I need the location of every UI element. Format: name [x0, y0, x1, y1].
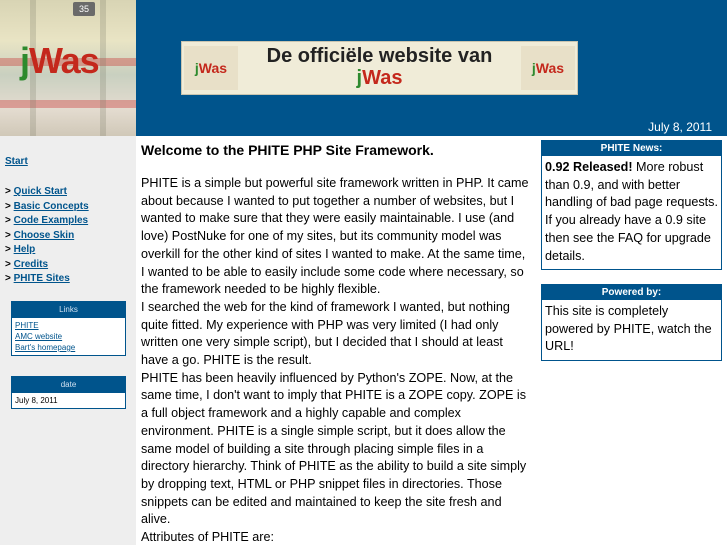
- nav-item-code-examples: [5, 214, 89, 229]
- logo-text: jWas: [20, 40, 99, 81]
- date-box-title: date: [12, 377, 125, 393]
- link-barts-homepage[interactable]: Bart's homepage: [15, 343, 76, 352]
- nav-item-basic-concepts: [5, 200, 89, 215]
- nav-link-quick-start[interactable]: Quick Start: [13, 186, 67, 197]
- banner-mini-logo-left: jWas: [184, 46, 238, 90]
- nav-item-help: [5, 243, 89, 258]
- news-box-body: [542, 156, 721, 269]
- news-headline: 0.92 Released!: [545, 160, 633, 174]
- main-content: [141, 142, 531, 545]
- header-banner: [181, 41, 578, 95]
- links-box-title: Links: [12, 302, 125, 318]
- banner-mini-logo-right: jWas: [521, 46, 575, 90]
- nav-link-help[interactable]: Help: [13, 244, 36, 255]
- banner-title: De officiële website van: [266, 45, 493, 67]
- logo-badge: 35: [73, 2, 95, 16]
- link-phite[interactable]: PHITE: [15, 321, 39, 330]
- powered-box-body: This site is completely powered by PHITE, watch the URL!: [545, 304, 712, 354]
- nav-item-credits: [5, 258, 89, 273]
- logo-photo-post: [100, 0, 106, 136]
- nav-arrow: >: [5, 186, 11, 197]
- nav-link-basic-concepts[interactable]: Basic Concepts: [13, 200, 89, 212]
- powered-box: [541, 284, 722, 361]
- nav-link-credits[interactable]: Credits: [13, 258, 49, 270]
- left-sidebar: [0, 136, 136, 545]
- nav-start-link[interactable]: Start: [5, 156, 28, 167]
- attributes-paragraph: Attributes of PHITE are:: [141, 530, 274, 545]
- search-paragraph: I searched the web for the kind of framework I wanted, but nothing quite fitted. My experience with PHP was very limited (I had only written one very simple script), but I decided that I should at least have a go. PHITE is the result.: [141, 299, 510, 368]
- nav-list: [5, 185, 89, 287]
- date-box-value: July 8, 2011: [15, 396, 58, 405]
- nav-arrow: >: [5, 229, 11, 241]
- nav-item-choose-skin: [5, 229, 89, 244]
- nav-arrow: >: [5, 215, 11, 226]
- nav-arrow: >: [5, 244, 11, 255]
- nav-arrow: >: [5, 200, 11, 212]
- link-amc-website[interactable]: AMC website: [15, 332, 63, 341]
- logo-photo-stripe: [0, 100, 136, 108]
- links-box-body: [12, 318, 125, 355]
- nav-link-code-examples[interactable]: Code Examples: [13, 215, 89, 226]
- date-box: [11, 376, 126, 409]
- banner-subtitle: jWas: [356, 67, 403, 89]
- header-date: July 8, 2011: [648, 120, 712, 134]
- page-title: Welcome to the PHITE PHP Site Framework.: [141, 142, 434, 158]
- news-text: More robust than 0.9, and with better handling of bad page requests. If you already have a 0.9 site then see the FAQ for upgrade details.: [545, 160, 718, 263]
- nav-link-choose-skin[interactable]: Choose Skin: [13, 229, 75, 241]
- nav-item-phite-sites: [5, 272, 89, 287]
- intro-paragraph: PHITE is a simple but powerful site framework written in PHP. It came about because I wanted to put together a number of websites, but I wanted to make sure that they were easily maintainable. I use (and love) PostNuke for one of my sites, but its community model was overkill for the other kind of sites I wanted to make. At the same time, I wanted to be able to easily include some code where necessary, so the framework needed to be highly flexible.: [141, 176, 529, 297]
- news-box-title: PHITE News:: [542, 141, 721, 156]
- nav-link-phite-sites[interactable]: PHITE Sites: [13, 273, 70, 284]
- nav-arrow: >: [5, 258, 11, 270]
- site-logo[interactable]: [0, 0, 136, 136]
- news-box: [541, 140, 722, 270]
- links-box: [11, 301, 126, 356]
- nav-arrow: >: [5, 273, 11, 284]
- nav-item-quick-start: [5, 185, 89, 200]
- powered-box-title: Powered by:: [542, 285, 721, 300]
- zope-paragraph: PHITE has been heavily influenced by Python's ZOPE. Now, at the same time, I don't want to imply that PHITE is a ZOPE copy. ZOPE is a full object framework and a highly capable and complex environment. PHITE is a single simple script, but it does allow the same model of building a site through placing simple files in a directory hierarchy. Think of PHITE as the ability to build a site simply by dropping text, HTML or PHP snippet files in directories. Those snippets can be edited and maintained to keep the site fresh and alive.: [141, 370, 527, 527]
